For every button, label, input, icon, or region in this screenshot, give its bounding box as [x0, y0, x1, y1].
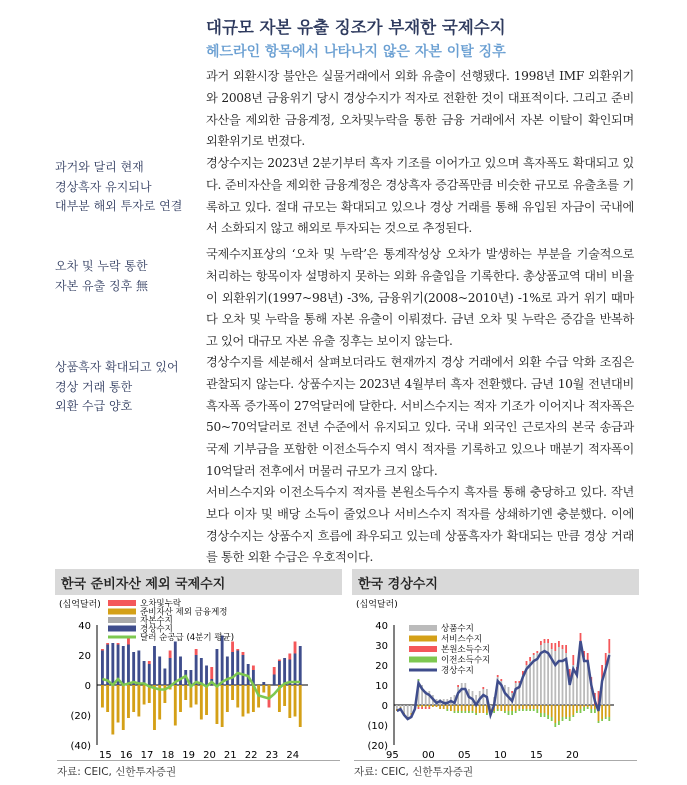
bar-services — [450, 705, 452, 711]
bar-primary — [511, 691, 513, 693]
bar-errors — [106, 643, 109, 645]
side-note-3: 상품흑자 확대되고 있어 경상 거래 통한 외환 수급 양호 — [55, 360, 179, 413]
bar-services — [439, 705, 441, 709]
bar-errors — [294, 642, 297, 654]
legend-label: 경상수지 — [441, 666, 474, 676]
bar-services — [515, 705, 517, 711]
bar-current-account — [127, 645, 130, 686]
y-tick-label: 40 — [78, 621, 91, 632]
bar-financial-account — [143, 685, 146, 705]
bar-secondary — [497, 709, 499, 711]
page-subtitle: 헤드라인 항목에서 나타나지 않은 자본 이탈 징후 — [206, 44, 506, 60]
chart-source: 자료: CEIC, 신한투자증권 — [57, 760, 340, 779]
bar-financial-account — [179, 685, 182, 712]
bar-current-account — [174, 642, 177, 686]
bar-services — [497, 705, 499, 709]
y-tick-label: (20) — [367, 741, 388, 752]
bar-services — [565, 705, 567, 717]
bar-secondary — [493, 711, 495, 713]
bar-financial-account — [189, 685, 192, 708]
bar-secondary — [511, 711, 513, 715]
bar-secondary — [468, 711, 470, 713]
chart-panel-current-account — [352, 569, 639, 781]
bar-primary — [425, 707, 427, 709]
bar-goods — [396, 705, 398, 709]
bar-services — [572, 705, 574, 715]
bar-secondary — [544, 713, 546, 717]
bar-primary — [540, 641, 542, 645]
bar-services — [428, 705, 430, 707]
bar-errors — [210, 667, 213, 679]
bar-secondary — [554, 723, 556, 727]
bar-goods — [529, 661, 531, 705]
bar-current-account — [294, 654, 297, 686]
chart-source: 자료: CEIC, 신한투자증권 — [354, 760, 637, 779]
bar-primary — [580, 633, 582, 641]
bar-secondary — [562, 717, 564, 721]
bar-services — [425, 705, 427, 707]
bar-services — [533, 705, 535, 709]
x-tick-label: 18 — [161, 750, 175, 761]
bar-financial-account — [184, 685, 187, 700]
bar-current-account — [278, 661, 281, 685]
bar-secondary — [576, 711, 578, 713]
bar-errors — [252, 666, 255, 671]
legend-label: 서비스수지 — [441, 634, 483, 645]
bar-financial-account — [231, 685, 234, 700]
bar-secondary — [605, 717, 607, 719]
bar-services — [461, 705, 463, 711]
bar-current-account — [132, 652, 135, 685]
legend-swatch — [409, 636, 437, 642]
bar-current-account — [137, 651, 140, 686]
bar-services — [558, 705, 560, 721]
x-tick-label: 10 — [494, 750, 507, 761]
bar-primary — [547, 639, 549, 643]
bar-services — [587, 705, 589, 707]
bar-goods — [536, 653, 538, 705]
bar-primary — [608, 639, 610, 653]
bar-current-account — [205, 666, 208, 686]
bar-errors — [278, 660, 281, 662]
bar-primary — [529, 657, 531, 661]
bar-primary — [544, 639, 546, 643]
bar-services — [446, 705, 448, 709]
bar-services — [479, 705, 481, 713]
bar-current-account — [122, 646, 125, 685]
bar-financial-account — [101, 685, 104, 708]
bar-secondary — [594, 709, 596, 713]
bar-current-account — [200, 658, 203, 685]
bar-services — [562, 705, 564, 717]
bar-goods — [562, 649, 564, 705]
bar-financial-account — [117, 685, 120, 723]
bar-services — [554, 705, 556, 723]
y-tick-label: 0 — [381, 701, 388, 712]
bar-secondary — [536, 709, 538, 713]
legend-swatch — [108, 609, 136, 615]
y-tick-label: (10) — [367, 721, 388, 732]
bar-financial-account — [195, 685, 198, 705]
bar-services — [522, 705, 524, 709]
bar-errors — [236, 649, 239, 651]
bar-secondary — [569, 717, 571, 721]
page-title: 대규모 자본 유출 징조가 부재한 국제수지 — [206, 18, 506, 37]
x-tick-label: 20 — [566, 750, 579, 761]
bar-errors — [148, 661, 151, 664]
bar-errors — [288, 654, 291, 660]
bar-secondary — [486, 713, 488, 715]
bar-services — [454, 705, 456, 711]
bar-errors — [273, 667, 276, 675]
y-tick-label: 40 — [375, 621, 388, 632]
legend-label: 달러 순공급 (4분기 평균) — [140, 633, 235, 643]
bar-errors — [242, 652, 245, 655]
bar-primary — [457, 685, 459, 687]
bar-current-account — [231, 652, 234, 685]
bar-current-account — [169, 658, 172, 685]
bar-primary — [428, 707, 430, 709]
x-tick-label: 95 — [386, 750, 399, 761]
bar-goods — [583, 657, 585, 705]
bar-services — [540, 705, 542, 713]
bar-services — [583, 705, 585, 707]
bar-financial-account — [111, 685, 114, 735]
bar-current-account — [153, 646, 156, 685]
legend-label: 이전소득수지 — [441, 655, 491, 666]
bar-services — [547, 705, 549, 715]
bar-services — [590, 705, 592, 709]
bar-financial-account — [262, 685, 265, 693]
x-tick-label: 15 — [99, 750, 112, 761]
bar-secondary — [551, 717, 553, 721]
bar-primary — [554, 643, 556, 651]
x-tick-label: 22 — [244, 750, 258, 761]
bar-services — [421, 705, 423, 707]
legend-swatch — [409, 625, 437, 631]
bar-secondary — [533, 709, 535, 711]
bar-secondary — [475, 713, 477, 715]
bar-primary — [565, 645, 567, 653]
y-tick-label: 20 — [375, 661, 388, 672]
y-tick-label: 20 — [78, 651, 91, 662]
bar-primary — [497, 675, 499, 677]
bar-services — [464, 705, 466, 711]
bar-errors — [169, 651, 172, 659]
bar-services — [511, 705, 513, 711]
x-tick-label: 16 — [119, 750, 133, 761]
bar-secondary — [572, 715, 574, 717]
paragraph-1: 과거 외환시장 불안은 실물거래에서 외화 유출이 선행됐다. 1998년 IMF 외환위기와 2008년 금융위기 당시 경상수지가 적자로 전환한 것이 대표적이다. 그리고 준비자산을 제외한 금융계정, 오차및누락을 통한 금융 거래에서 자본 이탈이 확인되며 외환위기로 번졌다. — [206, 69, 634, 149]
bar-secondary — [529, 709, 531, 711]
bar-financial-account — [200, 685, 203, 720]
bar-financial-account — [242, 685, 245, 717]
bar-financial-account — [132, 685, 135, 712]
bar-primary — [482, 687, 484, 689]
bar-services — [601, 705, 603, 719]
side-note-1: 과거와 달리 현재 경상흑자 유지되나 대부분 해외 투자로 연결 — [55, 160, 183, 213]
bar-financial-account — [236, 685, 239, 708]
x-tick-label: 15 — [530, 750, 543, 761]
paragraph-2: 경상수지는 2023년 2분기부터 흑자 기조를 이어가고 있으며 흑자폭도 확대되고 있다. 준비자산을 제외한 금융계정은 경상흑자 증감폭만큼 비슷한 규모로 유출초를 기록하고 있다. 절대 규모는 확대되고 있으나 경상 거래를 통해 유입된 자금이 국내에서 소화되지 않고 해외로 투자되는 것으로 추정된다. — [206, 156, 634, 236]
bar-secondary — [598, 721, 600, 723]
bar-current-account — [236, 651, 239, 686]
bar-primary — [551, 643, 553, 649]
bar-services — [468, 705, 470, 711]
bar-services — [551, 705, 553, 717]
bar-primary — [526, 661, 528, 665]
bar-primary — [533, 653, 535, 655]
bar-financial-account — [153, 685, 156, 730]
bar-errors — [117, 643, 120, 645]
y-tick-label: (40) — [70, 741, 91, 752]
bar-secondary — [518, 709, 520, 711]
bar-services — [605, 705, 607, 717]
bar-financial-account — [221, 685, 224, 727]
x-tick-label: 00 — [422, 750, 435, 761]
bar-current-account — [216, 649, 219, 685]
bar-errors — [231, 642, 234, 653]
paragraph-5: 서비스수지와 이전소득수지 적자를 본원소득수지 흑자를 통해 충당하고 있다. 작년보다 이자 및 배당 소득이 줄었으나 서비스수지 적자를 상쇄하기엔 충분했다. 이에 경상수지는 상품수지 흐름에 좌우되고 있는데 상품흑자가 확대되는 만큼 경상 거래를 통한 외환 수급은 우호적이다. — [206, 485, 634, 565]
bar-services — [457, 705, 459, 711]
bar-primary — [562, 645, 564, 649]
bar-services — [418, 705, 420, 707]
bar-current-account — [262, 682, 265, 685]
bar-current-account — [283, 658, 286, 685]
y-tick-label: 30 — [375, 641, 388, 652]
bar-errors — [101, 649, 104, 651]
x-tick-label: 19 — [182, 750, 196, 761]
bar-secondary — [583, 707, 585, 711]
bar-services — [536, 705, 538, 709]
y-axis-label: (십억달러) — [356, 600, 398, 610]
bar-services — [518, 705, 520, 709]
chart-title: 한국 경상수지 — [352, 569, 639, 595]
bar-services — [508, 705, 510, 711]
bar-goods — [464, 683, 466, 705]
bar-services — [436, 705, 438, 707]
bar-current-account — [148, 664, 151, 685]
bar-current-account — [242, 655, 245, 685]
bar-goods — [461, 683, 463, 705]
chart-current-account — [352, 595, 639, 763]
bar-services — [569, 705, 571, 717]
bar-secondary — [590, 709, 592, 713]
bar-goods — [558, 647, 560, 705]
bar-secondary — [504, 711, 506, 713]
bar-financial-account — [247, 685, 250, 714]
bar-financial-account — [299, 685, 302, 727]
bar-secondary — [464, 711, 466, 713]
bar-secondary — [565, 717, 567, 719]
bar-services — [504, 705, 506, 711]
bar-goods — [407, 705, 409, 717]
y-axis-label: (십억달러) — [59, 600, 101, 610]
legend-swatch — [108, 617, 136, 623]
y-tick-label: 10 — [375, 681, 388, 692]
bar-primary — [572, 655, 574, 665]
bar-goods — [410, 705, 412, 713]
chart-panel-bop — [55, 569, 342, 781]
bar-current-account — [143, 661, 146, 685]
bar-services — [443, 705, 445, 709]
bar-primary — [421, 707, 423, 709]
chart-title: 한국 준비자산 제외 국제수지 — [55, 569, 342, 595]
bar-primary — [418, 707, 420, 709]
bar-errors — [195, 649, 198, 655]
legend-swatch — [108, 626, 136, 632]
bar-financial-account — [205, 685, 208, 715]
bar-current-account — [158, 657, 161, 686]
x-tick-label: 24 — [286, 750, 300, 761]
bar-secondary — [446, 709, 448, 711]
bar-services — [529, 705, 531, 709]
bar-secondary — [587, 707, 589, 709]
bar-financial-account — [106, 685, 109, 712]
bar-secondary — [526, 709, 528, 711]
bar-errors — [268, 700, 271, 708]
bar-primary — [536, 651, 538, 653]
bar-financial-account — [288, 685, 291, 718]
legend-label: 준비자산 제외 금융계정 — [140, 607, 228, 618]
bar-goods — [428, 691, 430, 705]
bar-financial-account — [226, 685, 229, 712]
bar-services — [500, 705, 502, 711]
bar-goods — [400, 705, 402, 707]
bar-services — [472, 705, 474, 711]
bar-secondary — [558, 721, 560, 725]
bar-current-account — [111, 643, 114, 685]
x-tick-label: 05 — [458, 750, 471, 761]
bar-financial-account — [127, 685, 130, 718]
bar-secondary — [547, 715, 549, 719]
bar-services — [482, 705, 484, 713]
bar-secondary — [580, 709, 582, 713]
bar-primary — [515, 681, 517, 683]
bar-services — [526, 705, 528, 709]
legend-label: 경상수지 — [140, 624, 173, 635]
bar-secondary — [472, 711, 474, 713]
bar-current-account — [299, 646, 302, 685]
bar-secondary — [457, 711, 459, 713]
y-tick-label: 0 — [84, 681, 91, 692]
bar-primary — [500, 679, 502, 681]
bar-primary — [558, 641, 560, 647]
bar-secondary — [508, 711, 510, 715]
bar-financial-account — [216, 685, 219, 724]
bar-errors — [127, 639, 130, 645]
bar-secondary — [608, 717, 610, 721]
x-tick-label: 21 — [223, 750, 237, 761]
bar-secondary — [540, 713, 542, 717]
bar-services — [608, 705, 610, 717]
bar-current-account — [195, 655, 198, 685]
bar-current-account — [163, 669, 166, 686]
bar-services — [580, 705, 582, 709]
bar-secondary — [461, 711, 463, 713]
legend-swatch — [108, 600, 136, 606]
x-tick-label: 17 — [140, 750, 154, 761]
y-tick-label: (20) — [70, 711, 91, 722]
bar-services — [576, 705, 578, 711]
legend-label: 본원소득수지 — [441, 645, 491, 655]
bar-financial-account — [174, 685, 177, 726]
bar-current-account — [273, 675, 276, 686]
bar-secondary — [454, 711, 456, 713]
bar-services — [432, 705, 434, 707]
bar-secondary — [515, 711, 517, 713]
x-tick-label: 23 — [265, 750, 279, 761]
legend-swatch — [409, 646, 437, 652]
legend-label: 상품수지 — [441, 624, 474, 634]
bar-secondary — [601, 719, 603, 721]
legend-label: 오차및누락 — [140, 599, 182, 609]
legend-swatch — [409, 657, 437, 663]
bar-financial-account — [122, 685, 125, 730]
side-note-2: 오차 및 누락 통한 자본 유출 징후 無 — [55, 259, 148, 293]
paragraph-4: 경상수지를 세분해서 살펴보더라도 현재까지 경상 거래에서 외환 수급 악화 조짐은 관찰되지 않는다. 상품수지는 2023년 4월부터 흑자 전환했다. 금년 10월 전년대비 흑자폭 증가폭이 27억달러에 달한다. 서비스수지는 적자 기조가 이어지나 적자폭은 50~70억달러로 전년 수준에서 유지되고 있다. 국내 외국인 근로자의 본국 송금과 국제 기부금을 포함한 이전소득수지 역시 적자를 기록하고 있으나 매분기 적자폭이 10억달러 전후에서 머물러 규모가 크지 않다. — [206, 355, 634, 478]
bar-services — [544, 705, 546, 713]
bar-financial-account — [294, 685, 297, 717]
bar-financial-account — [283, 685, 286, 706]
paragraph-3: 국제수지표상의 ‘오차 및 누락’은 통계작성상 오차가 발생하는 부분을 기술적으로 처리하는 항목이자 설명하지 못하는 외화 유출입을 기록한다. 총상품교역 대비 비율이 외환위기(1997~98년) -3%, 금융위기(2008~2010년) -1%로 과거 위기 때마다 오차 및 누락을 통해 자본 유출이 이뤄졌다. 금년 오차 및 누락은 증감을 반복하고 있어 대규모 자본 유출 징후는 보이지 않는다. — [206, 247, 634, 349]
legend-label: 자본수지 — [140, 616, 173, 626]
bar-financial-account — [137, 685, 140, 717]
chart-bop — [55, 595, 342, 763]
x-tick-label: 20 — [203, 750, 216, 761]
bar-secondary — [522, 709, 524, 711]
bar-goods — [554, 651, 556, 705]
